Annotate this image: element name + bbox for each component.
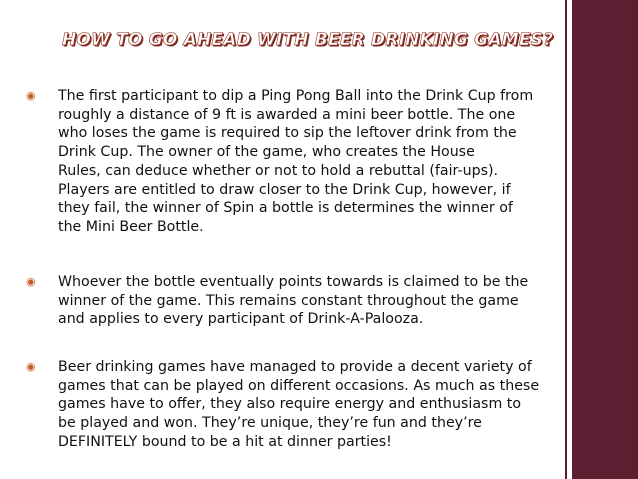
bullet-point-icon: ◉ (26, 89, 36, 102)
bullet-1-line-5: Rules, can deduce whether or not to hold a rebuttal (fair-ups). (58, 162, 499, 179)
bullet-text-2 (58, 273, 606, 329)
bullet-1-line-3: who loses the game is required to sip the leftover drink from the (58, 125, 517, 142)
bullet-3-line-3: games have to offer, they also require energy and enthusiasm to (58, 396, 522, 413)
bullet-2-line-3: and applies to every participant of Drink-A-Palooza. (58, 311, 424, 328)
bullet-1-line-8: the Mini Beer Bottle. (58, 218, 204, 235)
bullet-1-line-4: Drink Cup. The owner of the game, who creates the House (58, 144, 475, 161)
bullet-text-1 (58, 87, 606, 237)
bullet-3-line-2: games that can be played on different occasions. As much as these (58, 377, 540, 394)
bullet-3-line-1: Beer drinking games have managed to provide a decent variety of (58, 359, 532, 375)
slide-title: HOW TO GO AHEAD WITH BEER DRINKING GAMES? (62, 30, 554, 50)
bullet-text-3 (58, 358, 606, 452)
bullet-point-icon: ◉ (26, 275, 36, 288)
bullet-1-line-1: The first participant to dip a Ping Pong Ball into the Drink Cup from (58, 88, 534, 104)
bullet-1-line-6: Players are entitled to draw closer to the Drink Cup, however, if (58, 181, 511, 198)
bullet-3-line-5: DEFINITELY bound to be a hit at dinner parties! (58, 433, 392, 450)
bullet-point-icon: ◉ (26, 360, 36, 373)
bullet-2-line-1: Whoever the bottle eventually points towards is claimed to be the (58, 274, 529, 290)
bullet-1-line-2: roughly a distance of 9 ft is awarded a mini beer bottle. The one (58, 106, 516, 123)
bullet-1-line-7: they fail, the winner of Spin a bottle is determines the winner of (58, 200, 513, 217)
bullet-2-line-2: winner of the game. This remains constant throughout the game (58, 292, 519, 309)
bullet-3-line-4: be played and won. They’re unique, they’re fun and they’re (58, 415, 482, 432)
